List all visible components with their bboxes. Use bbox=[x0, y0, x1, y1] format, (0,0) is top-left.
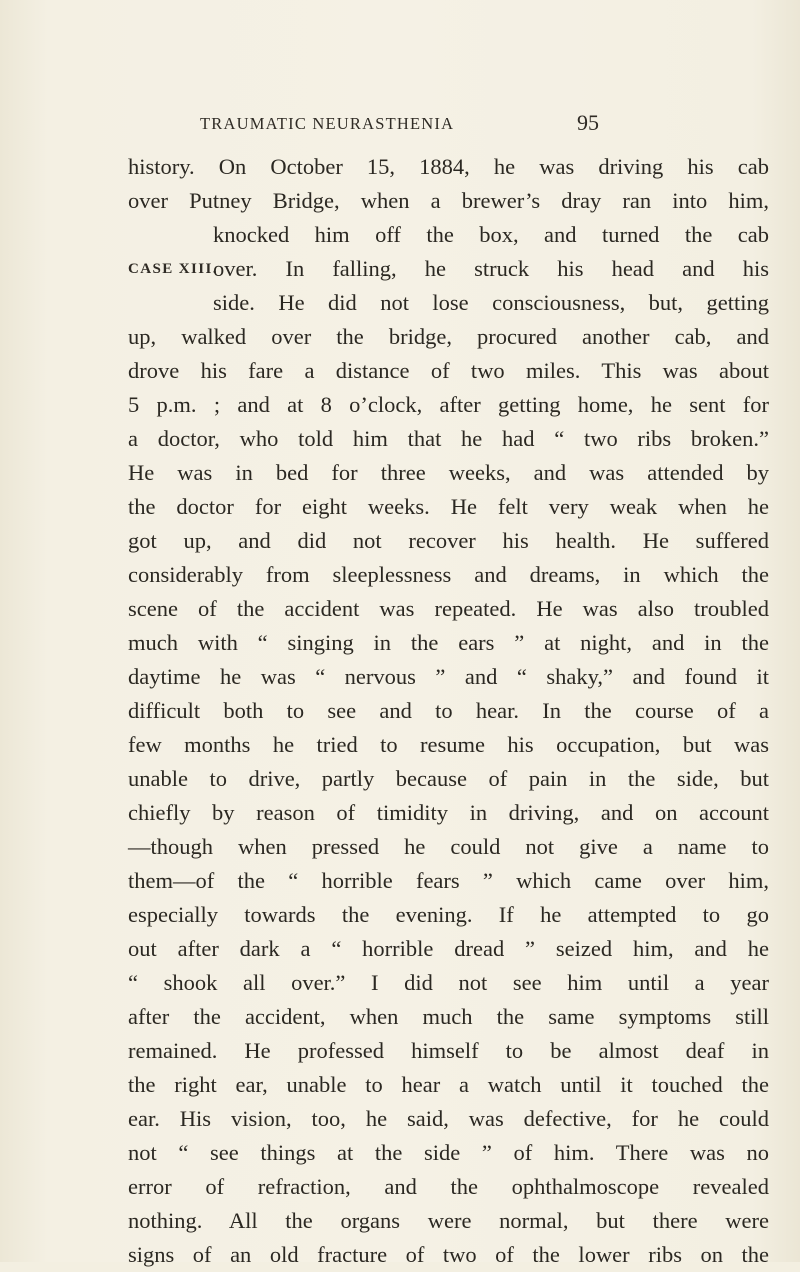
text-line: error of refraction, and the ophthalmoscope revealed bbox=[128, 1174, 769, 1199]
text-line: after the accident, when much the same symptoms still bbox=[128, 1004, 769, 1029]
text-line: much with “ singing in the ears ” at night, and in the bbox=[128, 630, 769, 655]
text-line: considerably from sleeplessness and dreams, in which the bbox=[128, 562, 769, 587]
text-line: remained. He professed himself to be almost deaf in bbox=[128, 1038, 769, 1063]
text-line: chiefly by reason of timidity in driving, and on account bbox=[128, 800, 769, 825]
text-line: difficult both to see and to hear. In the course of a bbox=[128, 698, 769, 723]
page-number: 95 bbox=[577, 110, 599, 135]
text-line: the right ear, unable to hear a watch until it touched the bbox=[128, 1072, 769, 1097]
text-line: history. On October 15, 1884, he was driving his cab bbox=[128, 154, 769, 179]
text-line: daytime he was “ nervous ” and “ shaky,” and found it bbox=[128, 664, 769, 689]
page-header bbox=[0, 110, 800, 140]
text-line: ear. His vision, too, he said, was defective, for he could bbox=[128, 1106, 769, 1131]
text-line: scene of the accident was repeated. He was also troubled bbox=[128, 596, 769, 621]
text-line: over Putney Bridge, when a brewer’s dray ran into him, bbox=[128, 188, 769, 213]
text-line: few months he tried to resume his occupation, but was bbox=[128, 732, 769, 757]
text-line: the doctor for eight weeks. He felt very weak when he bbox=[128, 494, 769, 519]
text-line: 5 p.m. ; and at 8 o’clock, after getting home, he sent for bbox=[128, 392, 769, 417]
text-line: signs of an old fracture of two of the lower ribs on the bbox=[128, 1242, 769, 1267]
running-title: TRAUMATIC NEURASTHENIA bbox=[200, 114, 455, 133]
text-line: not “ see things at the side ” of him. There was no bbox=[128, 1140, 769, 1165]
text-line: out after dark a “ horrible dread ” seized him, and he bbox=[128, 936, 769, 961]
text-line: them—of the “ horrible fears ” which came over him, bbox=[128, 868, 769, 893]
text-line: nothing. All the organs were normal, but there were bbox=[128, 1208, 769, 1233]
text-line: “ shook all over.” I did not see him until a year bbox=[128, 970, 769, 995]
text-line: a doctor, who told him that he had “ two ribs broken.” bbox=[128, 426, 769, 451]
text-line: He was in bed for three weeks, and was attended by bbox=[128, 460, 769, 485]
text-line: side. He did not lose consciousness, but, getting bbox=[213, 290, 769, 315]
text-line: —though when pressed he could not give a name to bbox=[128, 834, 769, 859]
text-line: knocked him off the box, and turned the cab bbox=[213, 222, 769, 247]
text-line: drove his fare a distance of two miles. This was about bbox=[128, 358, 769, 383]
text-line: got up, and did not recover his health. He suffered bbox=[128, 528, 769, 553]
text-line: up, walked over the bridge, procured another cab, and bbox=[128, 324, 769, 349]
text-line: unable to drive, partly because of pain in the side, but bbox=[128, 766, 769, 791]
text-line: especially towards the evening. If he attempted to go bbox=[128, 902, 769, 927]
margin-note-case: CASE XIII. bbox=[128, 261, 218, 277]
text-line: over. In falling, he struck his head and his bbox=[213, 256, 769, 281]
